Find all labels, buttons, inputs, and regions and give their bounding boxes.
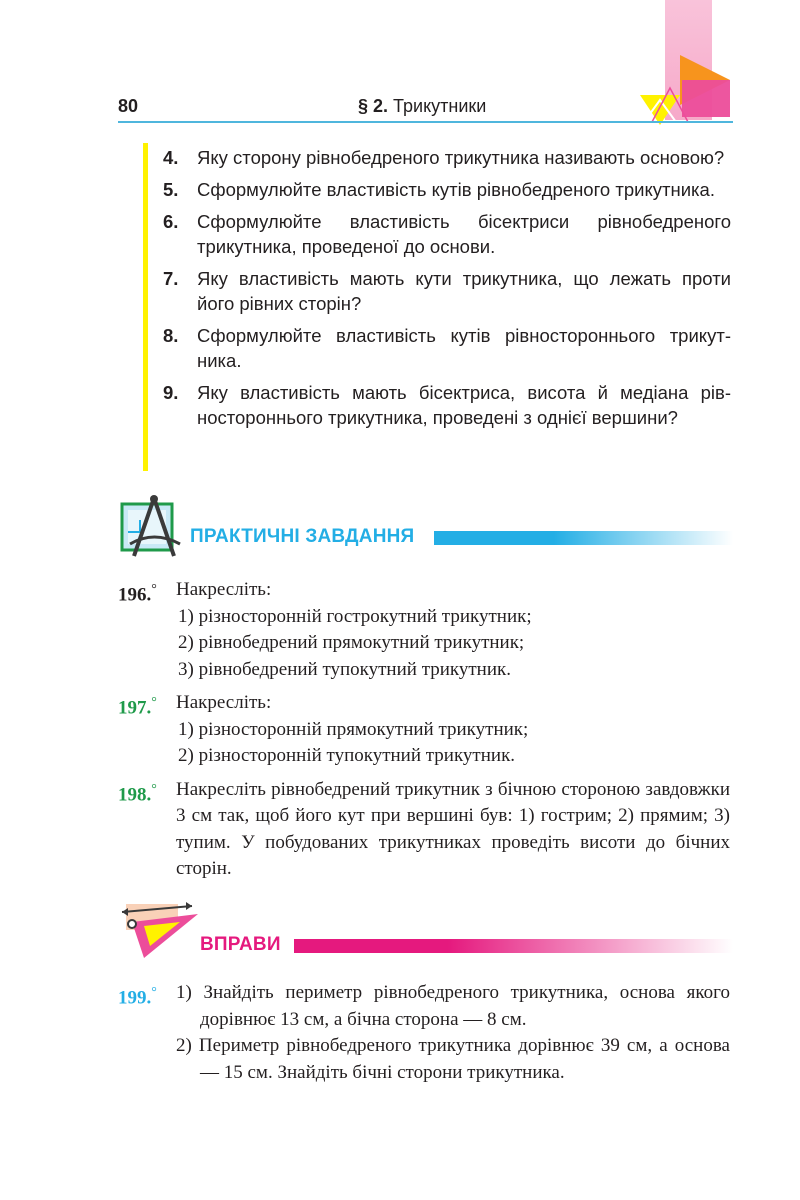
page-number: 80	[118, 96, 139, 116]
practical-tasks-heading	[118, 492, 733, 552]
task-198: 198.° Накресліть рівнобедрений трикутник з бічною стороною завдовжки 3 см так, щоб його кут при вершині був: 1) гострим; 2) прямим; 3) тупим. У побудованих трикутниках проведіть висоти до бічних сторін.	[118, 778, 730, 879]
compass-drawing-icon	[118, 492, 190, 564]
task-item: 1) Знайдіть периметр рівнобедреного трикутника, основа якого дорівнює 13 см, а бічна сторона — 8 см.	[176, 982, 730, 1030]
exercises-heading	[118, 896, 733, 956]
questions-highlight-bar	[143, 143, 148, 471]
practical-tasks-list	[118, 577, 730, 890]
question-item: 6. Сформулюйте властивість бісектриси рівнобедреного трикутника, проведеної до основи.	[163, 211, 731, 257]
exercises-list	[118, 980, 730, 1093]
task-199: 199.° 1) Знайдіть периметр рівнобедреного трикутника, основа якого дорівнює 13 см, а бічна сторона — 8 см. 2) Периметр рівнобедреного трикутника дорівнює 39 см, а основа — 15 см. Знайдіть бічні сторони трикутника.	[118, 980, 730, 1086]
review-questions	[163, 145, 731, 437]
question-item: 5. Сформулюйте властивість кутів рівнобедреного трикутника.	[163, 179, 715, 200]
task-item: 1) різносторонній гострокутний трикутник;	[178, 605, 532, 627]
section-mark: § 2.	[358, 96, 389, 116]
practical-tasks-title: ПРАКТИЧНІ ЗАВДАННЯ	[190, 526, 415, 547]
task-item: 2) різносторонній тупокутний трикутник.	[178, 745, 516, 766]
task-item: 2) рівнобедрений прямокутний трикутник;	[178, 632, 525, 653]
question-item: 4. Яку сторону рівнобедреного трикутника називають основою?	[163, 147, 725, 168]
question-item: 7. Яку властивість мають кути трикутника, що лежать проти його рівних сторін?	[163, 268, 731, 314]
task-197: 197.° Накресліть: 1) різносторонній прямокутний трикутник; 2) різносторонній тупокутний трикутник.	[118, 690, 730, 770]
task-item: 2) Периметр рівнобедреного трикутника дорівнює 39 см, а основа — 15 см. Знайдіть бічні сторони трикутника.	[176, 1035, 730, 1083]
task-item: 1) різносторонній прямокутний трикутник;	[178, 718, 529, 740]
header-divider	[118, 121, 733, 123]
task-196: 196.° Накресліть: 1) різносторонній гострокутний трикутник; 2) рівнобедрений прямокутний трикутник; 3) рівнобедрений тупокутний трикутник.	[118, 577, 730, 683]
ruler-triangle-icon	[118, 896, 204, 966]
task-item: 3) рівнобедрений тупокутний трикутник.	[178, 658, 511, 680]
question-item: 9. Яку властивість мають бісектриса, висота й медіана рівностороннього трикутника, проведені з однієї вершини?	[163, 382, 731, 428]
section-name: Трикутники	[393, 96, 487, 116]
practical-tasks-bar	[434, 531, 733, 545]
page-header	[118, 96, 730, 122]
section-title	[358, 96, 486, 117]
exercises-bar	[294, 939, 733, 953]
exercises-title: ВПРАВИ	[200, 934, 281, 955]
question-item: 8. Сформулюйте властивість кутів рівностороннього трикутника.	[163, 325, 731, 371]
